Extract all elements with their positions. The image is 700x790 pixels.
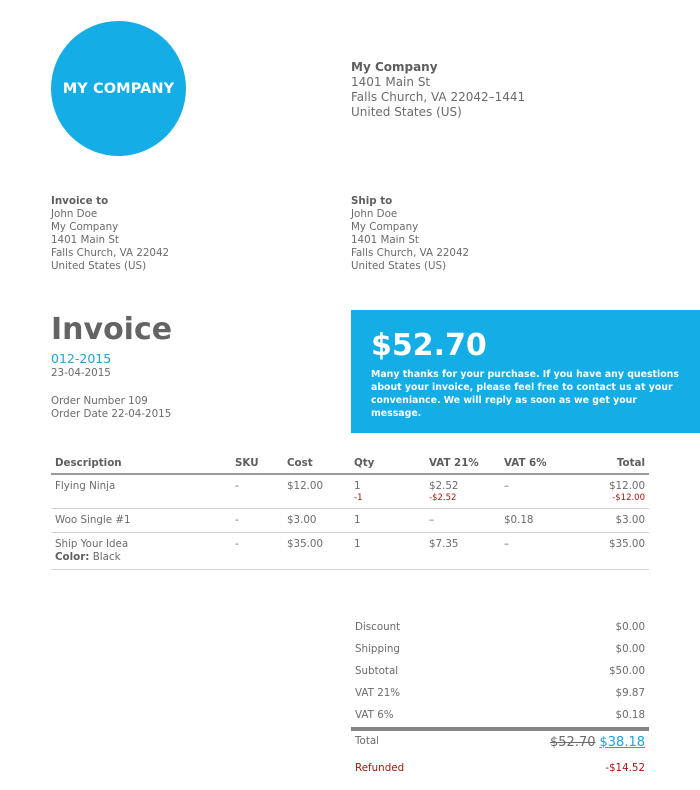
totals-label: Discount [355, 621, 401, 633]
logo-text: MY COMPANY [62, 80, 175, 97]
item-cost: $12.00 [283, 474, 350, 509]
company-address [351, 60, 525, 120]
billing-line: United States (US) [51, 260, 147, 272]
totals-row-vat6 [351, 704, 649, 726]
col-qty: Qty [350, 452, 425, 474]
shipping-address [351, 195, 469, 273]
item-vat21: $2.52 [429, 480, 459, 492]
totals-row-shipping [351, 638, 649, 660]
item-qty: 1 [350, 533, 425, 570]
item-total: $3.00 [575, 509, 649, 533]
item-qty-refund: -1 [354, 493, 363, 503]
table-header-row [51, 452, 649, 474]
item-total-cell [575, 474, 649, 509]
refunded-label: Refunded [355, 762, 405, 774]
total-original: $52.70 [550, 735, 596, 750]
item-sku: - [231, 533, 283, 570]
totals-value: $0.18 [615, 709, 645, 721]
item-vat21-cell [425, 474, 500, 509]
item-total: $35.00 [575, 533, 649, 570]
invoice-date: 23-04-2015 [51, 367, 111, 379]
totals-label: Subtotal [355, 665, 399, 677]
item-vat6: $0.18 [500, 509, 575, 533]
refunded-value: -$14.52 [605, 762, 645, 774]
item-description: Woo Single #1 [51, 509, 231, 533]
col-sku: SKU [231, 452, 283, 474]
col-total: Total [575, 452, 649, 474]
item-total: $12.00 [608, 480, 645, 492]
invoice-number: 012-2015 [51, 351, 112, 366]
col-vat21: VAT 21% [425, 452, 500, 474]
item-vat21: $7.35 [425, 533, 500, 570]
item-vat6: – [500, 533, 575, 570]
totals-row-subtotal [351, 660, 649, 682]
thank-you-message: Many thanks for your purchase. If you have any questions about your invoice, please feel free to contact us at your conveniance. We will reply as soon as we get your message. [371, 369, 679, 419]
shipping-line: 1401 Main St [351, 234, 419, 246]
item-vat6: – [500, 474, 575, 509]
company-city: Falls Church, VA 22042–1441 [351, 90, 526, 104]
totals-row-discount [351, 616, 649, 638]
table-row [51, 474, 649, 509]
billing-line: 1401 Main St [51, 234, 119, 246]
shipping-line: Falls Church, VA 22042 [351, 247, 470, 259]
company-street: 1401 Main St [351, 75, 431, 89]
item-sku: - [231, 474, 283, 509]
totals-row-vat21 [351, 682, 649, 704]
totals-value: $0.00 [615, 643, 645, 655]
company-name: My Company [351, 60, 438, 74]
col-vat6: VAT 6% [500, 452, 575, 474]
company-logo [51, 21, 186, 156]
totals-label: VAT 21% [355, 687, 401, 699]
item-description: Flying Ninja [51, 474, 231, 509]
shipping-label: Ship to [351, 195, 393, 207]
shipping-line: My Company [351, 221, 419, 233]
totals-label: VAT 6% [355, 709, 394, 721]
totals-row-refunded [351, 757, 649, 779]
item-meta [55, 551, 227, 564]
billing-line: John Doe [51, 208, 98, 220]
order-number: Order Number 109 [51, 395, 148, 407]
totals-row-total [351, 731, 649, 757]
shipping-line: United States (US) [351, 260, 447, 272]
invoice-title: Invoice [51, 312, 173, 347]
amount-due: $52.70 [371, 328, 487, 363]
billing-line: My Company [51, 221, 119, 233]
billing-line: Falls Church, VA 22042 [51, 247, 170, 259]
billing-address [51, 195, 169, 273]
item-meta-value: Black [89, 551, 121, 563]
total-values [550, 735, 645, 750]
totals-value: $50.00 [608, 665, 645, 677]
order-info [51, 395, 171, 421]
item-meta-label: Color: [55, 551, 90, 563]
totals-value: $0.00 [615, 621, 645, 633]
item-qty: 1 [350, 509, 425, 533]
col-cost: Cost [283, 452, 350, 474]
totals-section [351, 616, 649, 779]
order-date: Order Date 22-04-2015 [51, 408, 172, 420]
item-description-cell [51, 533, 231, 570]
item-qty: 1 [354, 480, 361, 492]
item-description: Ship Your Idea [55, 538, 129, 550]
total-label: Total [355, 735, 380, 747]
shipping-line: John Doe [351, 208, 398, 220]
totals-value: $9.87 [615, 687, 645, 699]
item-vat21: – [425, 509, 500, 533]
item-total-refund: -$12.00 [612, 493, 645, 503]
table-row [51, 509, 649, 533]
total-after-refund: $38.18 [599, 735, 645, 750]
item-vat21-refund: -$2.52 [429, 493, 457, 503]
line-items-table [51, 452, 649, 570]
amount-summary-box [351, 310, 700, 433]
company-country: United States (US) [351, 105, 462, 119]
item-cost: $3.00 [283, 509, 350, 533]
col-description: Description [51, 452, 231, 474]
item-qty-cell [350, 474, 425, 509]
table-row [51, 533, 649, 570]
totals-label: Shipping [355, 643, 400, 655]
item-sku: - [231, 509, 283, 533]
item-cost: $35.00 [283, 533, 350, 570]
billing-label: Invoice to [51, 195, 109, 207]
